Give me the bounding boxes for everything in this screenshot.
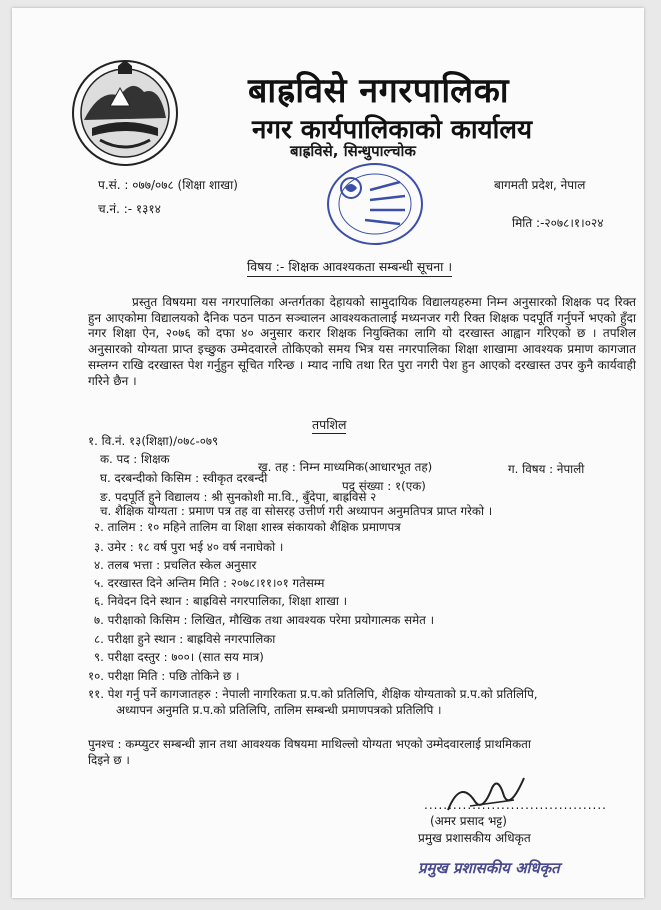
item-talim: २. तालिम : १० महिने तालिम वा शिक्षा शास्त्र संकायको शैक्षिक प्रमाणपत्र xyxy=(94,520,401,534)
item-vishay: ग. विषय : नेपाली xyxy=(508,462,585,476)
office-title: नगर कार्यपालिकाको कार्यालय xyxy=(252,115,533,145)
patra-sankhya: प.सं. : ०७७/०७८ (शिक्षा शाखा) xyxy=(98,178,238,192)
item-yogyata: च. शैक्षिक योग्यता : प्रमाण पत्र तह वा सोसरह उत्तीर्ण गरी अध्यापन अनुमतिपत्र प्राप्त गरेको । xyxy=(100,504,493,518)
office-address: बाह्रविसे, सिन्धुपाल्चोक xyxy=(290,142,416,160)
document-date: मिति :-२०७८।१।०२४ xyxy=(512,216,604,230)
item-talab: ४. तलब भत्ता : प्रचलित स्केल अनुसार xyxy=(94,558,257,572)
nepal-emblem-icon xyxy=(70,58,180,168)
item-pad: क. पद : शिक्षक xyxy=(100,452,170,466)
municipality-title: बाह्रविसे नगरपालिका xyxy=(248,71,510,111)
item-pariksha-miti: १०. परीक्षा मिति : पछि तोकिने छ । xyxy=(88,669,240,683)
item-taha: ख. तह : निम्न माध्यमिक(आधारभूत तह) xyxy=(258,460,433,474)
signatory-designation: प्रमुख प्रशासकीय अधिकृत xyxy=(418,831,531,845)
chalani-number: च.नं. :- १३१४ xyxy=(98,202,161,216)
item-pariksha-kisim: ७. परीक्षाको किसिम : लिखित, मौखिक तथा आवश्यक परेमा प्रयोगात्मक समेत । xyxy=(94,613,435,627)
item-sthan: ६. निवेदन दिने स्थान : बाह्रविसे नगरपालिका, शिक्षा शाखा । xyxy=(94,594,348,608)
item-kagajat-line1: ११. पेश गर्नु पर्ने कागजातहरु : नेपाली नागरिकता प्र.प.को प्रतिलिपि, शैक्षिक योग्यताको प्र.प.को प्रतिलिपि, xyxy=(88,687,538,701)
item-kagajat-line2: अध्यापन अनुमति प्र.प.को प्रतिलिपि, तालिम सम्बन्धी प्रमाणपत्रको प्रतिलिपि । xyxy=(116,703,442,717)
item-darbandi: घ. दरबन्दीको किसिम : स्वीकृत दरबन्दी xyxy=(100,471,268,485)
signature-line: ...................................... xyxy=(424,798,607,812)
postscript-line1: पुनश्च : कम्प्युटर सम्बन्धी ज्ञान तथा आवश्यक विषयमा माथिल्लो योग्यता भएको उम्मेदवारलाई प्राथमिकता xyxy=(88,737,531,751)
notice-body: प्रस्तुत विषयमा यस नगरपालिका अन्तर्गतका देहायको सामुदायिक विद्यालयहरुमा निम्न अनुसारको शिक्षक पद रिक्त हुन आएकोमा विद्यालयको दैनिक पठन पाठन सञ्चालन आवश्यकतालाई मध्यनजर गरी रिक्त शिक्षक पदपूर्ति गर्नुपर्ने भएको हुँदा नगर शिक्षा ऐन, २०७६ को दफा ४० अनुसार करार शिक्षक नियुक्तिका लागि यो दरखास्त आह्वान गरिएको छ । तपशिल अनुसारको योग्यता प्राप्त इच्छुक उम्मेदवारले तोकिएको समय भित्र यस नगरपालिका शिक्षा शाखामा आवश्यक प्रमाण कागजात सम्लग्न राखि दरखास्त पेश गर्नुहुन सूचित गरिन्छ । म्याद नाघि तथा रित पुरा नगरी पेश हुन आएको दरखास्त उपर कुनै कार्यवाही गरिने छैन । xyxy=(88,295,636,388)
office-seal-icon xyxy=(325,160,425,248)
item-pad-sankhya: पद संख्या : १(एक) xyxy=(342,479,426,493)
item-antim-miti: ५. दरखास्त दिने अन्तिम मिति : २०७८।११।०१ गतेसम्म xyxy=(94,576,325,590)
designation-stamp: प्रमुख प्रशासकीय अधिकृत xyxy=(418,859,560,877)
item-dastur: ९. परीक्षा दस्तुर : ७००। (सात सय मात्र) xyxy=(94,650,264,664)
item-umer: ३. उमेर : १८ वर्ष पुरा भई ४० वर्ष ननाघेको । xyxy=(94,540,284,554)
item-pariksha-sthan: ८. परीक्षा हुने स्थान : बाह्रविसे नगरपालिका xyxy=(94,632,276,646)
province: बागमती प्रदेश, नेपाल xyxy=(494,178,586,192)
signatory-name: (अमर प्रसाद भट्ट) xyxy=(430,814,507,828)
tapsil-heading: तपशिल xyxy=(312,417,347,432)
postscript-line2: दिइने छ । xyxy=(88,753,130,767)
item-vi-no: १. वि.नं. १३(शिक्षा)/०७८-०७९ xyxy=(88,434,219,448)
notice-subject: विषय :- शिक्षक आवश्यकता सम्बन्धी सूचना । xyxy=(247,258,452,277)
item-vidyalaya: ङ. पदपूर्ति हुने विद्यालय : श्री सुनकोशी मा.वि., बुँदेपा, बाह्रविसे २ xyxy=(100,490,377,504)
